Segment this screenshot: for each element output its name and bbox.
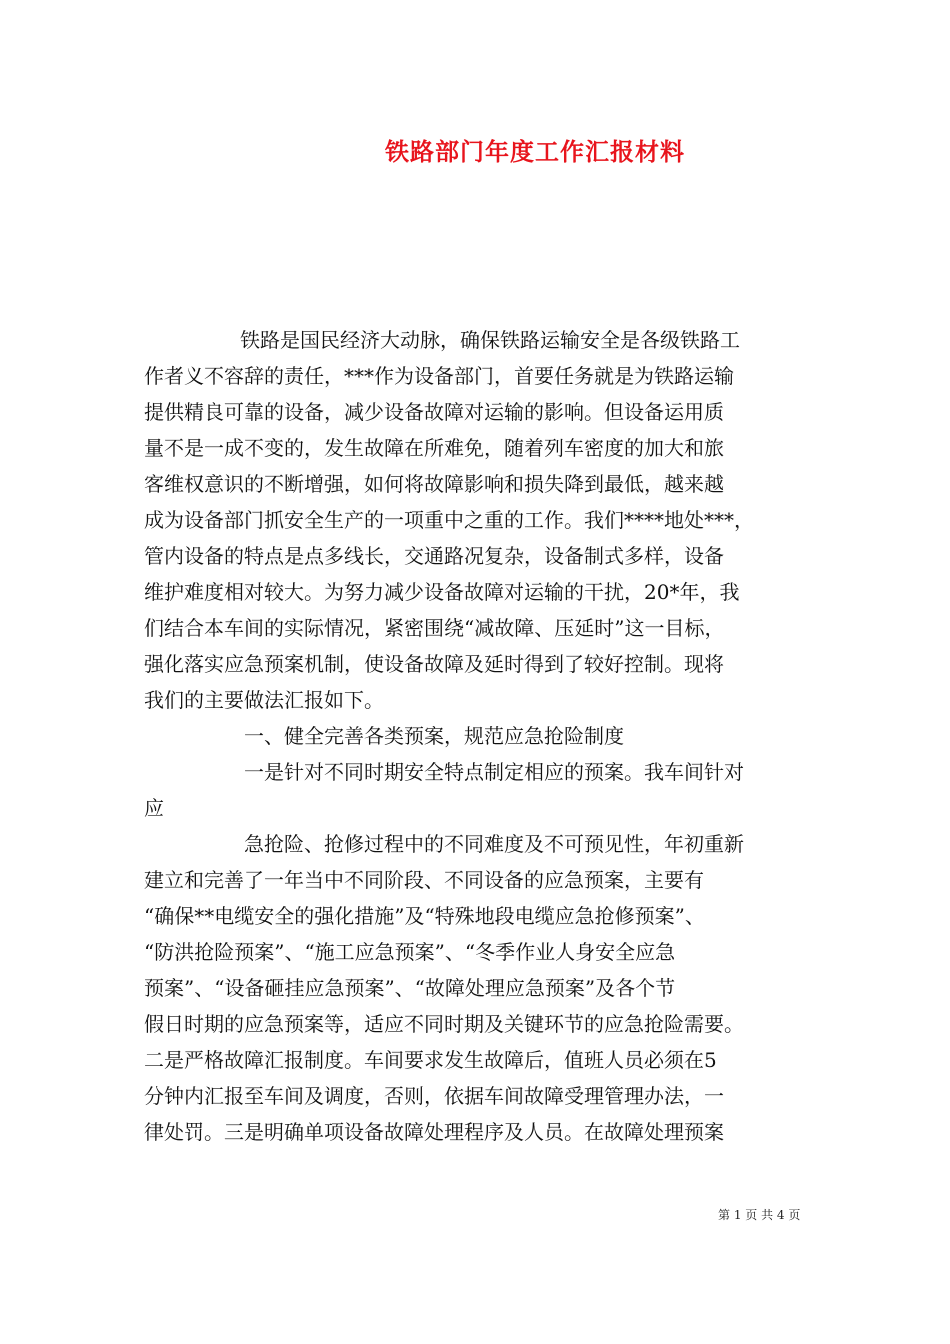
paragraph-line: 律处罚。三是明确单项设备故障处理程序及人员。在故障处理预案 bbox=[144, 1120, 724, 1144]
document-title: 铁路部门年度工作汇报材料 bbox=[385, 137, 685, 166]
paragraph-line: 分钟内汇报至车间及调度，否则，依据车间故障受理管理办法，一 bbox=[144, 1084, 724, 1108]
paragraph-line: 我们的主要做法汇报如下。 bbox=[144, 688, 384, 712]
document-body bbox=[144, 322, 834, 1150]
paragraph-line: 管内设备的特点是点多线长，交通路况复杂，设备制式多样，设备 bbox=[144, 544, 724, 568]
paragraph-line: 作者义不容辞的责任，***作为设备部门，首要任务就是为铁路运输 bbox=[144, 364, 734, 388]
paragraph-line: 假日时期的应急预案等，适应不同时期及关键环节的应急抢险需要。 bbox=[144, 1012, 744, 1036]
paragraph-line: 量不是一成不变的，发生故障在所难免，随着列车密度的加大和旅 bbox=[144, 436, 724, 460]
paragraph-line: 铁路是国民经济大动脉，确保铁路运输安全是各级铁路工 bbox=[240, 328, 740, 352]
page-number-footer: 第 1 页 共 4 页 bbox=[718, 1208, 801, 1222]
paragraph-line: “防洪抢险预案”、“施工应急预案”、“冬季作业人身安全应急 bbox=[144, 940, 676, 964]
paragraph-line: 二是严格故障汇报制度。车间要求发生故障后，值班人员必须在5 bbox=[144, 1048, 717, 1072]
paragraph-line: 成为设备部门抓安全生产的一项重中之重的工作。我们****地处***， bbox=[144, 508, 754, 532]
paragraph-line: 们结合本车间的实际情况，紧密围绕“减故障、压延时”这一目标， bbox=[144, 616, 725, 640]
paragraph-line: 急抢险、抢修过程中的不同难度及不可预见性，年初重新 bbox=[244, 832, 744, 856]
section-heading: 一、健全完善各类预案，规范应急抢险制度 bbox=[244, 724, 624, 748]
paragraph-line: 预案”、“设备砸挂应急预案”、“故障处理应急预案”及各个节 bbox=[144, 976, 676, 1000]
paragraph-line: 维护难度相对较大。为努力减少设备故障对运输的干扰，20*年，我 bbox=[144, 580, 740, 604]
paragraph-line: 客维权意识的不断增强，如何将故障影响和损失降到最低，越来越 bbox=[144, 472, 724, 496]
paragraph-line: 提供精良可靠的设备，减少设备故障对运输的影响。但设备运用质 bbox=[144, 400, 724, 424]
paragraph-line: 应 bbox=[144, 796, 164, 820]
paragraph-line: 建立和完善了一年当中不同阶段、不同设备的应急预案，主要有 bbox=[144, 868, 704, 892]
paragraph-line: 一是针对不同时期安全特点制定相应的预案。我车间针对 bbox=[244, 760, 744, 784]
paragraph-line: “确保**电缆安全的强化措施”及“特殊地段电缆应急抢修预案”、 bbox=[144, 904, 705, 928]
paragraph-line: 强化落实应急预案机制，使设备故障及延时得到了较好控制。现将 bbox=[144, 652, 724, 676]
